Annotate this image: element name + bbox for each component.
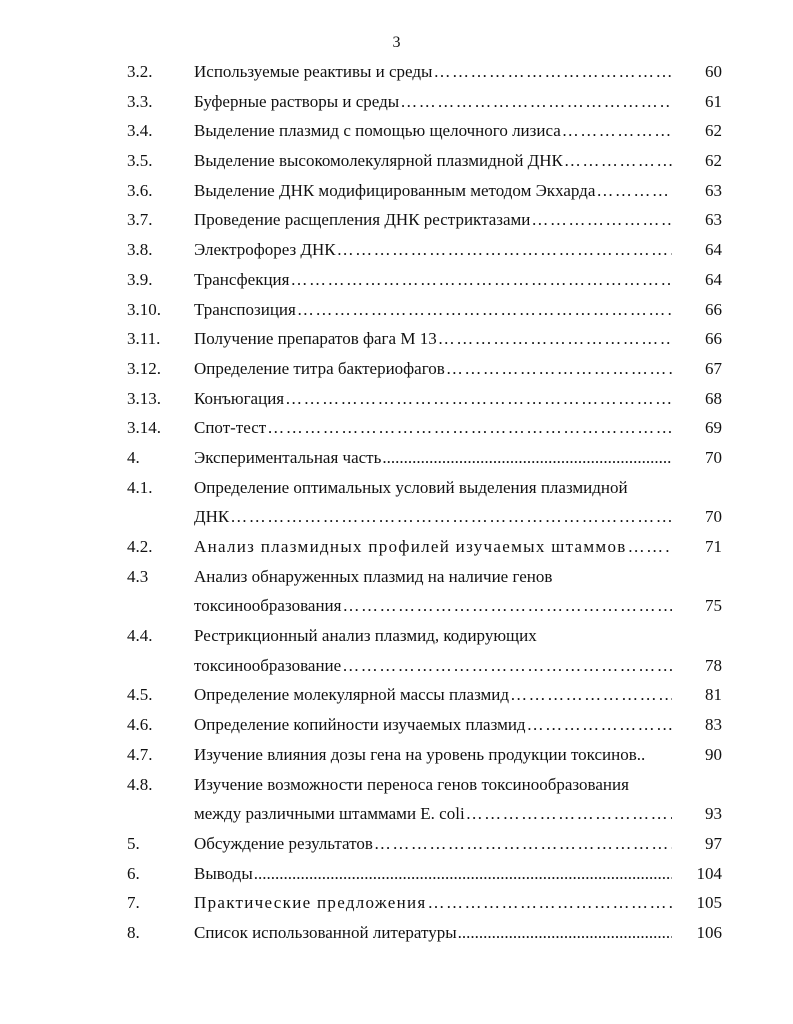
toc-entry xyxy=(0,57,793,87)
toc-entry-page: 64 xyxy=(705,269,722,289)
toc-entry-page: 104 xyxy=(696,863,722,883)
dot-leader xyxy=(466,799,672,829)
toc-entry-title xyxy=(194,176,672,206)
toc-entry xyxy=(0,295,793,325)
toc-entry-number: 4.3 xyxy=(127,566,149,586)
dot-leader xyxy=(400,87,672,117)
toc-entry-number: 3.3. xyxy=(127,91,153,111)
dot-leader xyxy=(267,413,672,443)
toc-entry xyxy=(0,87,793,117)
dot-leader xyxy=(562,116,672,146)
toc-entry-title-line: Изучение возможности переноса генов токсинообразования xyxy=(194,774,629,794)
toc-entry xyxy=(0,235,793,265)
toc-entry-page: 90 xyxy=(705,744,722,764)
toc-entry-page: 75 xyxy=(705,596,722,616)
toc-entry-title xyxy=(194,413,672,443)
toc-entry-number: 4.6. xyxy=(127,715,153,735)
dot-leader xyxy=(285,384,672,414)
toc-entry-page: 69 xyxy=(705,418,722,438)
dot-leader xyxy=(337,235,672,265)
toc-entry-page: 97 xyxy=(705,833,722,853)
dot-leader xyxy=(428,888,672,918)
toc-entry xyxy=(0,443,793,473)
toc-entry xyxy=(0,205,793,235)
table-of-contents xyxy=(0,57,793,948)
toc-entry-page: 67 xyxy=(705,358,722,378)
toc-entry-page: 93 xyxy=(705,804,722,824)
toc-entry xyxy=(0,621,793,680)
toc-entry xyxy=(0,888,793,918)
toc-entry-page: 83 xyxy=(705,715,722,735)
toc-entry xyxy=(0,116,793,146)
toc-entry-title-line: Выделение плазмид с помощью щелочного лизиса xyxy=(194,121,561,141)
toc-entry-title xyxy=(194,829,672,859)
toc-entry-number: 3.7. xyxy=(127,210,153,230)
toc-entry-title xyxy=(194,87,672,117)
toc-entry-page: 66 xyxy=(705,299,722,319)
toc-entry-title xyxy=(194,621,672,680)
dot-leader xyxy=(342,651,672,681)
toc-entry xyxy=(0,918,793,948)
toc-entry-number: 3.8. xyxy=(127,240,153,260)
toc-entry-page: 81 xyxy=(705,685,722,705)
toc-entry-title xyxy=(194,770,672,829)
toc-entry-title-line: Проведение расщепления ДНК рестриктазами xyxy=(194,210,531,230)
dot-leader xyxy=(254,859,672,889)
toc-entry xyxy=(0,146,793,176)
toc-entry-title-line: Спот-тест xyxy=(194,418,267,438)
toc-entry-number: 3.12. xyxy=(127,358,161,378)
toc-entry-page: 64 xyxy=(705,240,722,260)
toc-entry xyxy=(0,532,793,562)
toc-entry-number: 4.7. xyxy=(127,744,153,764)
page-number: 3 xyxy=(392,34,401,51)
toc-entry-title xyxy=(194,205,672,235)
dot-leader xyxy=(628,532,672,562)
toc-entry-title-line: Определение оптимальных условий выделения плазмидной xyxy=(194,477,628,497)
toc-entry-title-line: Определение молекулярной массы плазмид xyxy=(194,685,510,705)
toc-entry-number: 8. xyxy=(127,923,140,942)
toc-entry-title-line: Трансфекция xyxy=(194,269,290,289)
toc-entry-title-line: Рестрикционный анализ плазмид, кодирующих xyxy=(194,626,537,646)
toc-entry-title-line: Выделение высокомолекулярной плазмидной ДНК xyxy=(194,151,563,171)
toc-entry xyxy=(0,384,793,414)
toc-entry-title-line: Анализ обнаруженных плазмид на наличие генов xyxy=(194,566,553,586)
toc-entry-title xyxy=(194,384,672,414)
dot-leader xyxy=(531,205,672,235)
dot-leader xyxy=(230,502,672,532)
dot-leader xyxy=(382,443,672,473)
toc-entry-title-line: Анализ плазмидных профилей изучаемых штаммов xyxy=(194,537,627,557)
dot-leader xyxy=(596,176,672,206)
toc-entry-number: 4.1. xyxy=(127,477,153,497)
toc-entry-title xyxy=(194,235,672,265)
toc-entry-page: 60 xyxy=(705,62,722,81)
toc-entry-title xyxy=(194,146,672,176)
toc-entry-title-line: Получение препаратов фага М 13 xyxy=(194,329,437,349)
toc-entry xyxy=(0,562,793,621)
toc-entry-title xyxy=(194,324,672,354)
toc-entry-title xyxy=(194,680,672,710)
toc-entry-number: 3.2. xyxy=(127,62,153,81)
toc-entry-page: 63 xyxy=(705,180,722,200)
dot-leader xyxy=(374,829,672,859)
toc-entry-title xyxy=(194,443,672,473)
toc-entry xyxy=(0,829,793,859)
toc-entry-page: 63 xyxy=(705,210,722,230)
toc-entry xyxy=(0,710,793,740)
toc-entry-title xyxy=(194,562,672,621)
toc-entry-page: 70 xyxy=(705,447,722,467)
toc-entry-title-line: Определение титра бактериофагов xyxy=(194,358,445,378)
dot-leader xyxy=(458,918,672,948)
toc-entry-title xyxy=(194,116,672,146)
dot-leader xyxy=(342,591,672,621)
dot-leader xyxy=(290,265,672,295)
toc-entry-title xyxy=(194,473,672,532)
toc-entry-title-line: Буферные растворы и среды xyxy=(194,91,400,111)
dot-leader xyxy=(564,146,672,176)
toc-entry-page: 106 xyxy=(696,923,722,942)
toc-entry-page: 71 xyxy=(705,537,722,557)
toc-entry-title-line: Изучение влияния дозы гена на уровень продукции токсинов.. xyxy=(194,744,646,764)
dot-leader xyxy=(433,57,672,87)
toc-entry-title-line: Список использованной литературы xyxy=(194,923,457,942)
toc-entry-title xyxy=(194,265,672,295)
dot-leader xyxy=(438,324,672,354)
toc-entry-title xyxy=(194,532,672,562)
toc-entry-number: 4.2. xyxy=(127,537,153,557)
toc-entry-title-line: Конъюгация xyxy=(194,388,285,408)
toc-entry-page: 68 xyxy=(705,388,722,408)
toc-entry-number: 4. xyxy=(127,447,140,467)
toc-entry-title xyxy=(194,295,672,325)
dot-leader xyxy=(297,295,672,325)
toc-entry-number: 3.4. xyxy=(127,121,153,141)
toc-entry-page: 62 xyxy=(705,151,722,171)
toc-entry-page: 61 xyxy=(705,91,722,111)
toc-entry-title-line: Обсуждение результатов xyxy=(194,833,373,853)
toc-entry-page: 62 xyxy=(705,121,722,141)
toc-entry xyxy=(0,413,793,443)
toc-entry-number: 7. xyxy=(127,893,140,913)
toc-entry xyxy=(0,740,793,770)
toc-entry-number: 3.9. xyxy=(127,269,153,289)
toc-entry xyxy=(0,473,793,532)
dot-leader xyxy=(446,354,672,384)
toc-entry-number: 3.5. xyxy=(127,151,153,171)
toc-entry-title-line: ДНК xyxy=(194,507,230,527)
toc-entry-title xyxy=(194,57,672,87)
toc-entry-title xyxy=(194,888,672,918)
toc-entry xyxy=(0,176,793,206)
toc-entry-number: 5. xyxy=(127,833,140,853)
toc-entry-number: 4.4. xyxy=(127,626,153,646)
toc-entry-title-line: Электрофорез ДНК xyxy=(194,240,336,260)
toc-entry-title-line: токсинообразование xyxy=(194,655,342,675)
dot-leader xyxy=(527,710,672,740)
toc-entry xyxy=(0,859,793,889)
toc-entry-number: 3.6. xyxy=(127,180,153,200)
toc-entry-number: 4.5. xyxy=(127,685,153,705)
toc-entry xyxy=(0,770,793,829)
toc-entry-title-line: Практические предложения xyxy=(194,893,427,913)
toc-entry-title xyxy=(194,354,672,384)
toc-entry-number: 3.13. xyxy=(127,388,161,408)
toc-entry-number: 4.8. xyxy=(127,774,153,794)
toc-entry-title xyxy=(194,859,672,889)
toc-entry xyxy=(0,680,793,710)
toc-entry xyxy=(0,324,793,354)
toc-entry-title xyxy=(194,740,672,770)
toc-entry-title-line: Экспериментальная часть xyxy=(194,447,382,467)
toc-entry-title-line: между различными штаммами E. coli xyxy=(194,804,465,824)
toc-entry-title-line: Выделение ДНК модифицированным методом Экхарда xyxy=(194,180,596,200)
toc-entry-page: 105 xyxy=(696,893,722,913)
toc-entry-title-line: Транспозиция xyxy=(194,299,296,319)
toc-entry-page: 66 xyxy=(705,329,722,349)
toc-entry xyxy=(0,354,793,384)
toc-entry-page: 78 xyxy=(705,655,722,675)
toc-entry-title-line: Используемые реактивы и среды xyxy=(194,62,433,81)
toc-entry-number: 6. xyxy=(127,863,140,883)
toc-entry-title xyxy=(194,710,672,740)
toc-entry-number: 3.10. xyxy=(127,299,161,319)
toc-entry-number: 3.14. xyxy=(127,418,161,438)
toc-entry-title-line: Выводы xyxy=(194,863,253,883)
toc-entry-page: 70 xyxy=(705,507,722,527)
toc-entry-title xyxy=(194,918,672,948)
toc-entry xyxy=(0,265,793,295)
toc-entry-title-line: токсинообразования xyxy=(194,596,342,616)
toc-entry-title-line: Определение копийности изучаемых плазмид xyxy=(194,715,526,735)
toc-entry-number: 3.11. xyxy=(127,329,161,349)
dot-leader xyxy=(510,680,672,710)
